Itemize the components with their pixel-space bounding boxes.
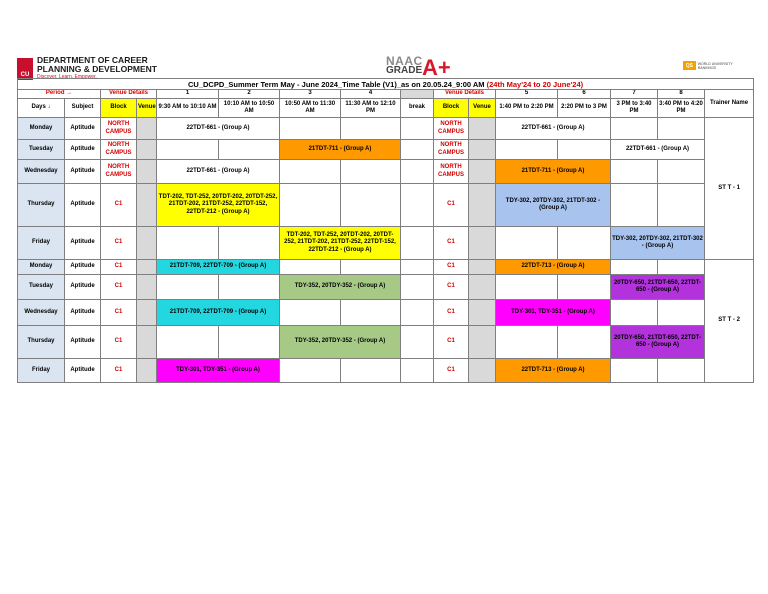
break-cell: [401, 326, 434, 359]
table-row: [18, 326, 754, 359]
empty-cell: [611, 160, 658, 184]
period-2-time: 10:10 AM to 10:50 AM: [219, 99, 280, 118]
empty-cell: [611, 184, 658, 227]
class-cell: 22TDT-661 - (Group A): [496, 118, 611, 140]
class-cell: TDT-202, TDT-252, 20TDT-202, 20TDT-252, 21TDT-202, 21TDT-252, 22TDT-152, 22TDT-212 - (Group A): [280, 227, 401, 260]
venue-cell: [137, 359, 157, 383]
block-cell: C1: [434, 359, 469, 383]
empty-cell: [658, 118, 705, 140]
period-1-number: 1: [157, 90, 219, 99]
break-cell: [401, 140, 434, 160]
block-cell: C1: [434, 300, 469, 326]
empty-cell: [280, 359, 341, 383]
break-cell: [401, 300, 434, 326]
class-cell: TDY-301, TDY-351 - (Group A): [157, 359, 280, 383]
day-cell: Friday: [18, 227, 65, 260]
class-cell: 20TDY-650, 21TDT-650, 22TDT-650 - (Group A): [611, 326, 705, 359]
block-cell: C1: [101, 227, 137, 260]
subject-cell: Aptitude: [65, 326, 101, 359]
period-4-time: 11:30 AM to 12:10 PM: [341, 99, 401, 118]
break-spacer: [401, 90, 434, 99]
period-5-time: 1:40 PM to 2:20 PM: [496, 99, 558, 118]
class-cell: 21TDT-711 - (Group A): [496, 160, 611, 184]
subject-cell: Aptitude: [65, 275, 101, 300]
break-cell: [401, 118, 434, 140]
venue-cell: [469, 326, 496, 359]
day-cell: Monday: [18, 118, 65, 140]
subject-header: Subject: [65, 99, 101, 118]
class-cell: 21TDT-711 - (Group A): [280, 140, 401, 160]
class-cell: 22TDT-661 - (Group A): [611, 140, 705, 160]
venue-cell: [137, 140, 157, 160]
venue-header-2: Venue: [469, 99, 496, 118]
subject-cell: Aptitude: [65, 140, 101, 160]
timetable-title: [18, 79, 754, 90]
class-cell: 20TDY-650, 21TDT-650, 22TDT-650 - (Group A): [611, 275, 705, 300]
class-cell: TDT-202, TDT-252, 20TDT-202, 20TDT-252, 21TDT-202, 21TDT-252, 22TDT-152, 22TDT-212 - (Group A): [157, 184, 280, 227]
block-cell: C1: [101, 184, 137, 227]
block-cell: NORTH CAMPUS: [434, 118, 469, 140]
period-label: Period →: [18, 90, 101, 99]
class-cell: 21TDT-709, 22TDT-709 - (Group A): [157, 300, 280, 326]
day-cell: Wednesday: [18, 300, 65, 326]
class-cell: 22TDT-661 - (Group A): [157, 160, 280, 184]
day-cell: Tuesday: [18, 275, 65, 300]
empty-cell: [280, 300, 341, 326]
empty-cell: [157, 227, 219, 260]
break-cell: [401, 184, 434, 227]
block-cell: NORTH CAMPUS: [101, 160, 137, 184]
title-main: CU_DCPD_Summer Term May - June 2024_Time Table (V1)_as on 20.05.24_9:00 AM: [188, 79, 485, 89]
venue-cell: [137, 275, 157, 300]
ranking-text: WORLD UNIVERSITY RANKINGS: [697, 61, 733, 70]
venue-details-header-1: Venue Details: [101, 90, 157, 99]
venue-header-1: Venue: [137, 99, 157, 118]
break-cell: [401, 160, 434, 184]
class-cell: 22TDT-713 - (Group A): [496, 359, 611, 383]
trainer-cell: ST T - 1: [705, 118, 754, 260]
break-cell: [401, 260, 434, 275]
venue-cell: [469, 359, 496, 383]
empty-cell: [558, 275, 611, 300]
empty-cell: [341, 260, 401, 275]
class-cell: 22TDT-713 - (Group A): [496, 260, 611, 275]
venue-details-header-2: Venue Details: [434, 90, 496, 99]
period-3-time: 10:50 AM to 11:30 AM: [280, 99, 341, 118]
class-cell: TDY-301, TDY-351 - (Group A): [496, 300, 611, 326]
block-header-1: Block: [101, 99, 137, 118]
empty-cell: [219, 326, 280, 359]
break-cell: [401, 227, 434, 260]
block-cell: C1: [434, 184, 469, 227]
empty-cell: [157, 326, 219, 359]
empty-cell: [658, 160, 705, 184]
empty-cell: [658, 260, 705, 275]
empty-cell: [219, 275, 280, 300]
subject-cell: Aptitude: [65, 260, 101, 275]
block-cell: NORTH CAMPUS: [434, 160, 469, 184]
venue-cell: [469, 160, 496, 184]
table-row: [18, 118, 754, 140]
empty-cell: [341, 160, 401, 184]
period-1-time: 9:30 AM to 10:10 AM: [157, 99, 219, 118]
break-header: break: [401, 99, 434, 118]
empty-cell: [341, 359, 401, 383]
period-6-time: 2:20 PM to 3 PM: [558, 99, 611, 118]
block-cell: NORTH CAMPUS: [434, 140, 469, 160]
org-line-2: PLANNING & DEVELOPMENT: [37, 64, 157, 74]
qs-badge-icon: QS: [683, 61, 696, 70]
class-cell: TDY-302, 20TDY-302, 21TDT-302 - (Group A): [496, 184, 611, 227]
table-row: [18, 275, 754, 300]
trainer-cell: ST T - 2: [705, 260, 754, 383]
period-2-number: 2: [219, 90, 280, 99]
subject-cell: Aptitude: [65, 118, 101, 140]
empty-cell: [157, 140, 219, 160]
period-3-number: 3: [280, 90, 341, 99]
empty-cell: [558, 140, 611, 160]
venue-cell: [137, 118, 157, 140]
empty-cell: [611, 260, 658, 275]
empty-cell: [558, 326, 611, 359]
empty-cell: [280, 118, 341, 140]
empty-cell: [658, 184, 705, 227]
venue-cell: [469, 260, 496, 275]
empty-cell: [280, 184, 341, 227]
empty-cell: [496, 275, 558, 300]
block-cell: C1: [101, 326, 137, 359]
empty-cell: [219, 227, 280, 260]
venue-cell: [469, 275, 496, 300]
period-5-number: 5: [496, 90, 558, 99]
period-6-number: 6: [558, 90, 611, 99]
empty-cell: [496, 140, 558, 160]
empty-cell: [558, 227, 611, 260]
table-row: [18, 160, 754, 184]
qs-ranking-logo: [683, 57, 747, 74]
table-row: [18, 140, 754, 160]
block-cell: NORTH CAMPUS: [101, 140, 137, 160]
table-row: [18, 300, 754, 326]
period-8-number: 8: [658, 90, 705, 99]
day-cell: Monday: [18, 260, 65, 275]
subject-cell: Aptitude: [65, 300, 101, 326]
grade-text: GRADE: [386, 65, 423, 76]
day-cell: Thursday: [18, 184, 65, 227]
subject-cell: Aptitude: [65, 184, 101, 227]
empty-cell: [157, 275, 219, 300]
subject-cell: Aptitude: [65, 227, 101, 260]
day-cell: Tuesday: [18, 140, 65, 160]
empty-cell: [611, 118, 658, 140]
subject-cell: Aptitude: [65, 160, 101, 184]
venue-cell: [469, 227, 496, 260]
break-cell: [401, 275, 434, 300]
day-cell: Wednesday: [18, 160, 65, 184]
class-cell: TDY-302, 20TDY-302, 21TDT-302 - (Group A): [611, 227, 705, 260]
venue-cell: [137, 160, 157, 184]
empty-cell: [658, 300, 705, 326]
venue-cell: [469, 300, 496, 326]
trainer-name-header: Trainer Name: [705, 90, 754, 118]
venue-cell: [137, 326, 157, 359]
venue-cell: [137, 184, 157, 227]
period-7-time: 3 PM to 3:40 PM: [611, 99, 658, 118]
empty-cell: [496, 326, 558, 359]
timetable: [17, 78, 754, 383]
venue-cell: [137, 300, 157, 326]
block-header-2: Block: [434, 99, 469, 118]
class-cell: TDY-352, 20TDY-352 - (Group A): [280, 275, 401, 300]
grade-value: A+: [422, 55, 451, 80]
empty-cell: [611, 359, 658, 383]
empty-cell: [341, 300, 401, 326]
table-row: [18, 359, 754, 383]
break-cell: [401, 359, 434, 383]
venue-cell: [469, 140, 496, 160]
naac-logo: [386, 54, 452, 80]
class-cell: 21TDT-709, 22TDT-709 - (Group A): [157, 260, 280, 275]
days-header: Days ↓: [18, 99, 65, 118]
empty-cell: [611, 300, 658, 326]
day-cell: Thursday: [18, 326, 65, 359]
empty-cell: [658, 359, 705, 383]
cu-logo-icon: CU: [17, 58, 33, 80]
naac-text: NAAC: [386, 54, 423, 68]
subject-cell: Aptitude: [65, 359, 101, 383]
venue-cell: [469, 184, 496, 227]
block-cell: C1: [101, 275, 137, 300]
empty-cell: [341, 184, 401, 227]
table-row: [18, 227, 754, 260]
block-cell: C1: [101, 300, 137, 326]
block-cell: NORTH CAMPUS: [101, 118, 137, 140]
class-cell: TDY-352, 20TDY-352 - (Group A): [280, 326, 401, 359]
block-cell: C1: [434, 275, 469, 300]
empty-cell: [219, 140, 280, 160]
period-8-time: 3:40 PM to 4:20 PM: [658, 99, 705, 118]
empty-cell: [341, 118, 401, 140]
block-cell: C1: [434, 326, 469, 359]
org-line-1: DEPARTMENT OF CAREER: [37, 55, 148, 65]
empty-cell: [280, 160, 341, 184]
period-7-number: 7: [611, 90, 658, 99]
block-cell: C1: [434, 227, 469, 260]
day-cell: Friday: [18, 359, 65, 383]
empty-cell: [496, 227, 558, 260]
table-row: [18, 260, 754, 275]
block-cell: C1: [101, 359, 137, 383]
org-tagline: Discover. Learn. Empower.: [37, 74, 97, 80]
venue-cell: [137, 260, 157, 275]
block-cell: C1: [434, 260, 469, 275]
block-cell: C1: [101, 260, 137, 275]
table-row: [18, 184, 754, 227]
class-cell: 22TDT-661 - (Group A): [157, 118, 280, 140]
venue-cell: [137, 227, 157, 260]
period-4-number: 4: [341, 90, 401, 99]
venue-cell: [469, 118, 496, 140]
empty-cell: [280, 260, 341, 275]
title-date-range: (24th May'24 to 20 June'24): [486, 79, 584, 89]
